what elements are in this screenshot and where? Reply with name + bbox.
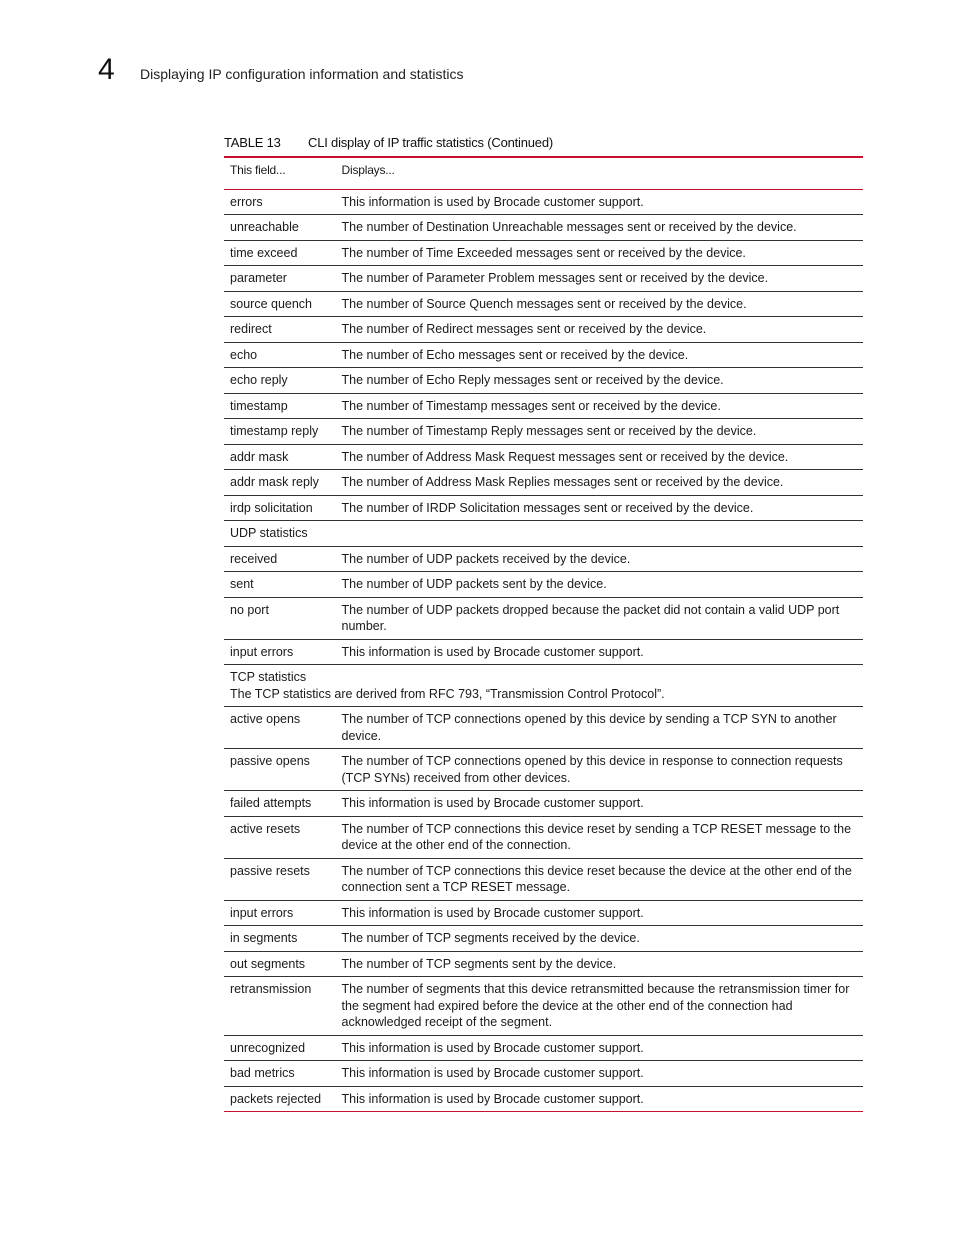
description-cell: This information is used by Brocade customer support. (336, 189, 863, 215)
table-row (224, 1086, 863, 1112)
table-row (224, 215, 863, 241)
table-row (224, 189, 863, 215)
description-cell: The number of UDP packets dropped because the packet did not contain a valid UDP port number. (336, 597, 863, 639)
field-cell: input errors (224, 900, 336, 926)
field-cell: irdp solicitation (224, 495, 336, 521)
field-cell: echo (224, 342, 336, 368)
field-cell: errors (224, 189, 336, 215)
description-cell: The number of Address Mask Replies messages sent or received by the device. (336, 470, 863, 496)
field-cell: addr mask reply (224, 470, 336, 496)
description-cell: This information is used by Brocade customer support. (336, 639, 863, 665)
description-cell: The number of segments that this device retransmitted because the retransmission timer for the segment had expired before the device at the other end of the connection had acknowledged receipt of the segment. (336, 977, 863, 1036)
table-row (224, 291, 863, 317)
field-cell: timestamp (224, 393, 336, 419)
description-cell: The number of Timestamp messages sent or received by the device. (336, 393, 863, 419)
table-row (224, 749, 863, 791)
table-row (224, 317, 863, 343)
table-row (224, 951, 863, 977)
table-row (224, 342, 863, 368)
table-row (224, 977, 863, 1036)
tcp-section-title: TCP statistics (230, 670, 307, 684)
table-row (224, 707, 863, 749)
field-cell: time exceed (224, 240, 336, 266)
description-cell: This information is used by Brocade customer support. (336, 1061, 863, 1087)
ip-traffic-statistics-table (224, 156, 863, 1112)
description-cell: The number of Source Quench messages sent or received by the device. (336, 291, 863, 317)
description-cell: This information is used by Brocade customer support. (336, 1086, 863, 1112)
field-cell: parameter (224, 266, 336, 292)
table-title: CLI display of IP traffic statistics (Continued) (308, 135, 553, 150)
table-row (224, 266, 863, 292)
table-row (224, 791, 863, 817)
description-cell: The number of Destination Unreachable messages sent or received by the device. (336, 215, 863, 241)
tcp-section-note: The TCP statistics are derived from RFC 793, “Transmission Control Protocol”. (230, 686, 665, 701)
table-row (224, 597, 863, 639)
description-cell (336, 521, 863, 547)
field-cell: no port (224, 597, 336, 639)
table-row (224, 444, 863, 470)
table-label: TABLE 13 (224, 135, 281, 150)
table-row (224, 1061, 863, 1087)
table-row (224, 240, 863, 266)
column-header-field: This field... (224, 157, 336, 189)
description-cell: The number of TCP connections opened by this device in response to connection requests (TCP SYNs) received from other devices. (336, 749, 863, 791)
table-row (224, 393, 863, 419)
table-row (224, 1035, 863, 1061)
description-cell: The number of Timestamp Reply messages sent or received by the device. (336, 419, 863, 445)
description-cell: The number of TCP segments received by the device. (336, 926, 863, 952)
field-cell: source quench (224, 291, 336, 317)
table-caption (224, 135, 863, 151)
field-cell: UDP statistics (224, 521, 336, 547)
field-cell: bad metrics (224, 1061, 336, 1087)
description-cell: The number of UDP packets sent by the device. (336, 572, 863, 598)
field-cell: echo reply (224, 368, 336, 394)
table-row (224, 495, 863, 521)
description-cell: The number of Redirect messages sent or received by the device. (336, 317, 863, 343)
field-cell: packets rejected (224, 1086, 336, 1112)
field-cell: in segments (224, 926, 336, 952)
field-cell: active resets (224, 816, 336, 858)
description-cell: The number of IRDP Solicitation messages sent or received by the device. (336, 495, 863, 521)
table-row (224, 419, 863, 445)
field-cell: redirect (224, 317, 336, 343)
table-row (224, 639, 863, 665)
table-row (224, 546, 863, 572)
field-cell: passive opens (224, 749, 336, 791)
table-body (224, 189, 863, 1112)
table-row (224, 926, 863, 952)
field-cell: passive resets (224, 858, 336, 900)
table-row (224, 572, 863, 598)
field-cell: unrecognized (224, 1035, 336, 1061)
table-row (224, 521, 863, 547)
description-cell: The number of TCP connections this device reset by sending a TCP RESET message to the device at the other end of the connection. (336, 816, 863, 858)
field-cell: sent (224, 572, 336, 598)
description-cell: The number of TCP connections this device reset because the device at the other end of the connection sent a TCP RESET message. (336, 858, 863, 900)
field-cell: out segments (224, 951, 336, 977)
field-cell: received (224, 546, 336, 572)
description-cell: The number of Address Mask Request messages sent or received by the device. (336, 444, 863, 470)
table-header-row (224, 157, 863, 189)
column-header-displays: Displays... (336, 157, 863, 189)
description-cell: The number of Echo messages sent or received by the device. (336, 342, 863, 368)
description-cell: The number of Time Exceeded messages sent or received by the device. (336, 240, 863, 266)
tcp-section-row (224, 665, 863, 707)
table-row (224, 368, 863, 394)
description-cell: This information is used by Brocade customer support. (336, 1035, 863, 1061)
field-cell: active opens (224, 707, 336, 749)
table-row (224, 858, 863, 900)
description-cell: This information is used by Brocade customer support. (336, 900, 863, 926)
description-cell: This information is used by Brocade customer support. (336, 791, 863, 817)
description-cell: The number of TCP connections opened by this device by sending a TCP SYN to another device. (336, 707, 863, 749)
table-row (224, 470, 863, 496)
field-cell: addr mask (224, 444, 336, 470)
description-cell: The number of Echo Reply messages sent or received by the device. (336, 368, 863, 394)
field-cell: retransmission (224, 977, 336, 1036)
field-cell: input errors (224, 639, 336, 665)
description-cell: The number of Parameter Problem messages sent or received by the device. (336, 266, 863, 292)
description-cell: The number of TCP segments sent by the device. (336, 951, 863, 977)
field-cell: timestamp reply (224, 419, 336, 445)
description-cell: The number of UDP packets received by the device. (336, 546, 863, 572)
chapter-number: 4 (98, 53, 115, 86)
table-row (224, 816, 863, 858)
table-row (224, 900, 863, 926)
tcp-section-cell (224, 665, 863, 707)
field-cell: failed attempts (224, 791, 336, 817)
field-cell: unreachable (224, 215, 336, 241)
chapter-title: Displaying IP configuration information and statistics (140, 66, 464, 82)
